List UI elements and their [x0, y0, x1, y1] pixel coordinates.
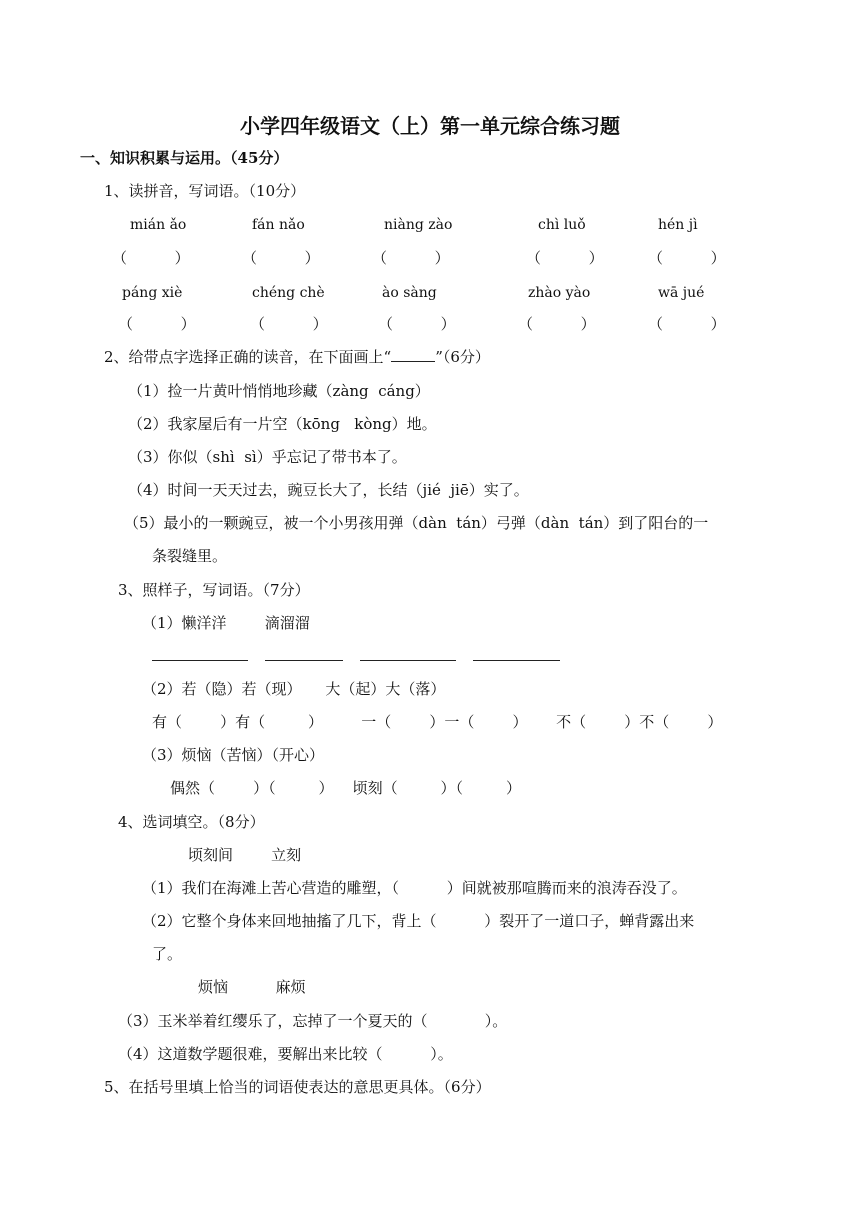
section-heading: 一、知识积累与运用。（45分）: [80, 149, 289, 167]
answer-blank[interactable]: （ ）: [118, 315, 196, 333]
pinyin-10: wā jué: [658, 285, 705, 301]
answer-line[interactable]: [152, 660, 248, 661]
answer-line[interactable]: [473, 660, 560, 661]
pinyin-4: chì luǒ: [538, 217, 586, 233]
question-2-item: （1）捡一片黄叶悄悄地珍藏（zàng cáng）: [128, 382, 430, 400]
page-title: 小学四年级语文（上）第一单元综合练习题: [240, 114, 620, 138]
question-3-fill-2[interactable]: 有（ ）有（ ） 一（ ）一（ ） 不（ ）不（ ）: [152, 713, 723, 731]
question-3-example-2: （2）若（隐）若（现） 大（起）大（落）: [142, 680, 446, 698]
answer-blank[interactable]: （ ）: [648, 315, 726, 333]
question-4-sentence[interactable]: （3）玉米举着红缨乐了，忘掉了一个夏天的（ ）。: [118, 1012, 508, 1030]
pinyin-2: fán nǎo: [252, 217, 305, 233]
question-2-item: （3）你似（shì sì）乎忘记了带书本了。: [128, 448, 407, 466]
question-3-fill-3[interactable]: 偶然（ ）（ ） 顷刻（ ）（ ）: [170, 779, 521, 797]
question-3-heading: 3、照样子，写词语。（7分）: [118, 581, 310, 599]
question-2-heading: [104, 347, 490, 367]
question-3-example-3: （3）烦恼（苦恼）（开心）: [142, 746, 325, 764]
underline-sample: [391, 347, 435, 362]
answer-blank[interactable]: （ ）: [242, 249, 320, 267]
question-2-heading-a: 2、给带点字选择正确的读音，在下面画上“: [104, 348, 392, 366]
answer-blank[interactable]: （ ）: [372, 249, 450, 267]
pinyin-5: hén jì: [658, 217, 698, 233]
pinyin-6: páng xiè: [122, 285, 183, 301]
answer-blank[interactable]: （ ）: [648, 249, 726, 267]
pinyin-9: zhào yào: [528, 285, 591, 301]
answer-line[interactable]: [265, 660, 343, 661]
question-4-sentence[interactable]: （1）我们在海滩上苦心营造的雕塑，（ ）间就被那喧腾而来的浪涛吞没了。: [142, 879, 687, 897]
question-2-item: （5）最小的一颗豌豆，被一个小男孩用弹（dàn tán）弓弹（dàn tán）到了阳台的一: [124, 514, 709, 532]
pinyin-1: mián ǎo: [130, 217, 187, 233]
question-2-item-cont: 条裂缝里。: [152, 547, 228, 565]
question-2-item: （2）我家屋后有一片空（kōng kòng）地。: [128, 415, 437, 433]
pinyin-8: ào sàng: [382, 285, 437, 301]
question-3-example-1: （1）懒洋洋 滴溜溜: [142, 614, 310, 632]
answer-blank[interactable]: （ ）: [518, 315, 596, 333]
question-4-sentence-cont: 了。: [152, 945, 183, 963]
question-2-heading-b: ”（6分）: [435, 348, 490, 366]
answer-blank[interactable]: （ ）: [112, 249, 190, 267]
question-1-heading: 1、读拼音，写词语。（10分）: [104, 182, 306, 200]
word-choices-2: 烦恼 麻烦: [198, 978, 306, 996]
answer-blank[interactable]: （ ）: [378, 315, 456, 333]
word-choices-1: 顷刻间 立刻: [188, 846, 302, 864]
answer-line[interactable]: [360, 660, 456, 661]
answer-blank[interactable]: （ ）: [250, 315, 328, 333]
question-5-heading: 5、在括号里填上恰当的词语使表达的意思更具体。（6分）: [104, 1078, 491, 1096]
pinyin-7: chéng chè: [252, 285, 325, 301]
question-4-sentence[interactable]: （2）它整个身体来回地抽搐了几下，背上（ ）裂开了一道口子，蝉背露出来: [142, 912, 695, 930]
pinyin-3: niàng zào: [384, 217, 453, 233]
question-4-sentence[interactable]: （4）这道数学题很难，要解出来比较（ ）。: [118, 1045, 453, 1063]
question-2-item: （4）时间一天天过去，豌豆长大了，长结（jié jiē）实了。: [128, 481, 529, 499]
question-4-heading: 4、选词填空。（8分）: [118, 813, 265, 831]
answer-blank[interactable]: （ ）: [526, 249, 604, 267]
